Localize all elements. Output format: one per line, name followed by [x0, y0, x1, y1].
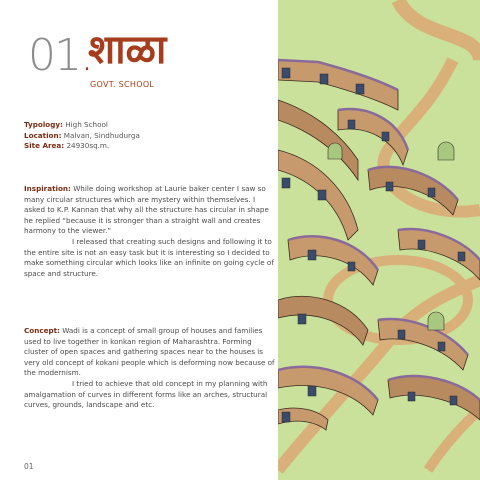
site-illustration	[278, 0, 480, 480]
inspiration-paragraph: Inspiration: While doing workshop at Laurie baker center I saw so many circular structures which are mystery within themselves. I asked to K.P. Kannan that why all the structure has circular in shape he replied “because it is stronger than a straight wall and creates harmony to the viewer.” I released that creating such designs and following it to the entire site is not an easy task but it is interesting so I decided to make something circular which looks like an infinite on going cycle of space and structure.	[24, 184, 274, 278]
marathi-title: शाळा	[88, 27, 167, 73]
meta-typology: Typology: High School	[24, 120, 108, 129]
section-subtitle: GOVT. SCHOOL	[90, 80, 155, 89]
school-axonometric-drawing	[278, 0, 480, 480]
concept-paragraph: Concept: Wadi is a concept of small group of houses and families used to live together in konkan region of Maharashtra. Forming cluster of open spaces and gathering spaces near to the houses is very old concept of kokani people which is deforming now because of the modernism. I tried to achieve that old concept in my planning with amalgamation of curves in different forms like an arches, structural curves, grounds, landscape and etc.	[24, 326, 275, 410]
meta-location: Location: Malvan, Sindhudurga	[24, 130, 140, 140]
section-number: 01.	[28, 30, 92, 81]
page-number: 01	[24, 462, 34, 471]
project-meta	[24, 120, 140, 152]
meta-site-area: Site Area: 24930sq.m.	[24, 141, 110, 150]
